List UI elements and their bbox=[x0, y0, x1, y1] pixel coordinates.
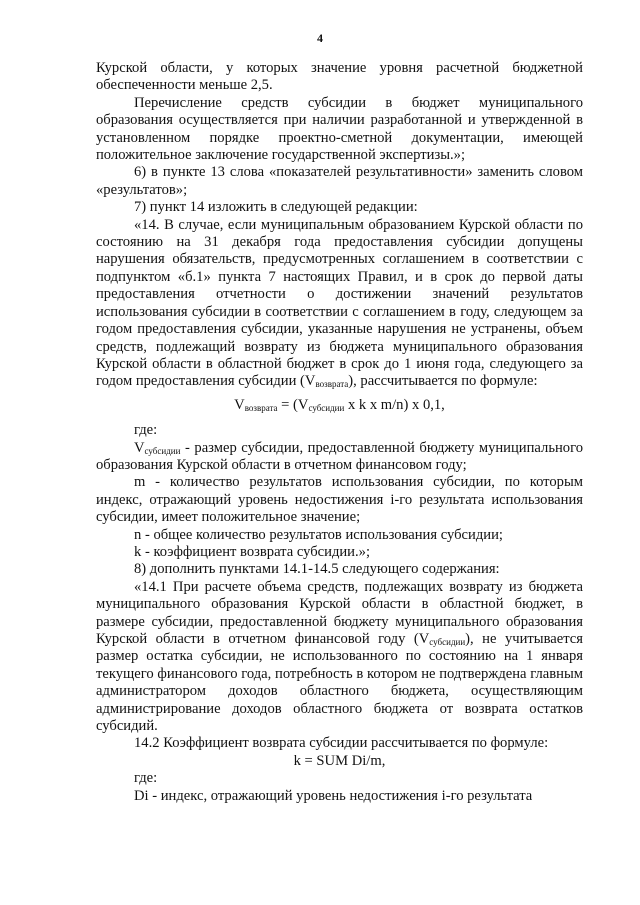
text-run: «14. В случае, если муниципальным образованием Курской области по состоянию на 31 декабря года предоставления субсидии допущены нарушения обязательств, предусмотренных соглашением в соответствии с подпунктом «б.1» пункта 7 настоящих Правил, и в срок до первой даты предоставления отчетности о достижении значений результатов использования субсидии в соответствии с соглашением в году, следующем за годом предоставления субсидии, указанные нарушения не устранены, объем средств, подлежащий возврату из бюджета муниципального образования Курской области в областной бюджет в срок до 1 июня года, следующего за годом предоставления субсидии (V bbox=[96, 216, 583, 390]
paragraph: Курской области, у которых значение уровня расчетной бюджетной обеспеченности меньше 2,5. bbox=[96, 60, 583, 94]
paragraph bbox=[96, 217, 583, 391]
where-label: где: bbox=[134, 770, 158, 787]
paragraph: 6) в пункте 13 слова «показателей результативности» заменить словом «результатов»; bbox=[96, 164, 583, 198]
subscript: субсидии bbox=[429, 637, 466, 647]
page-number: 4 bbox=[317, 31, 323, 45]
where-label: где: bbox=[134, 422, 158, 439]
paragraph: 8) дополнить пунктами 14.1-14.5 следующего содержания: bbox=[134, 561, 500, 578]
subscript: субсидии bbox=[308, 402, 345, 413]
paragraph: Перечисление средств субсидии в бюджет муниципального образования осуществляется при наличии разработанной и утвержденной в установленном порядке проектно-сметной документации, имеющей положительное заключение государственной экспертизы.»; bbox=[96, 94, 583, 164]
paragraph: m - количество результатов использования субсидии, по которым индекс, отражающий уровень недостижения i-го результата использования субсидии, имеет положительное значение; bbox=[96, 474, 583, 526]
formula-part: V bbox=[234, 396, 245, 413]
text-run: ), не учитывается размер остатка субсидии, не использованного по состоянию на 1 января текущего финансового года, потребность в котором не подтверждена главным администратором доходов областного бюджета, осуществляющим администрирование доходов областного бюджета от возврата остатков субсидий. bbox=[96, 631, 583, 735]
paragraph: Di - индекс, отражающий уровень недостижения i-го результата bbox=[134, 787, 533, 804]
paragraph bbox=[96, 440, 583, 475]
formula bbox=[96, 397, 583, 414]
text-run: V bbox=[134, 439, 145, 456]
paragraph: 7) пункт 14 изложить в следующей редакции: bbox=[134, 199, 418, 216]
text-run: - размер субсидии, предоставленной бюджету муниципального образования Курской области в отчетном финансовом году; bbox=[96, 439, 583, 473]
paragraph: n - общее количество результатов использования субсидии; bbox=[134, 526, 503, 543]
document-body bbox=[96, 60, 583, 805]
formula-part: = (V bbox=[277, 396, 309, 413]
paragraph bbox=[96, 579, 583, 736]
text-run: ), рассчитывается по формуле: bbox=[348, 373, 538, 390]
subscript: субсидии bbox=[144, 445, 181, 456]
subscript: возврата bbox=[315, 379, 349, 390]
subscript: возврата bbox=[244, 402, 278, 413]
formula-part: x k x m/n) x 0,1, bbox=[344, 396, 445, 413]
formula: k = SUM Di/m, bbox=[293, 752, 386, 769]
paragraph: 14.2 Коэффициент возврата субсидии рассчитывается по формуле: bbox=[134, 735, 549, 752]
paragraph: k - коэффициент возврата субсидии.»; bbox=[134, 543, 370, 560]
text-run: «14.1 При расчете объема средств, подлежащих возврату из бюджета муниципального образования Курской области в областной бюджет, в размере субсидии, предоставленной бюджету муниципального образования Курской области в отчетном финансовой году (V bbox=[96, 578, 583, 647]
